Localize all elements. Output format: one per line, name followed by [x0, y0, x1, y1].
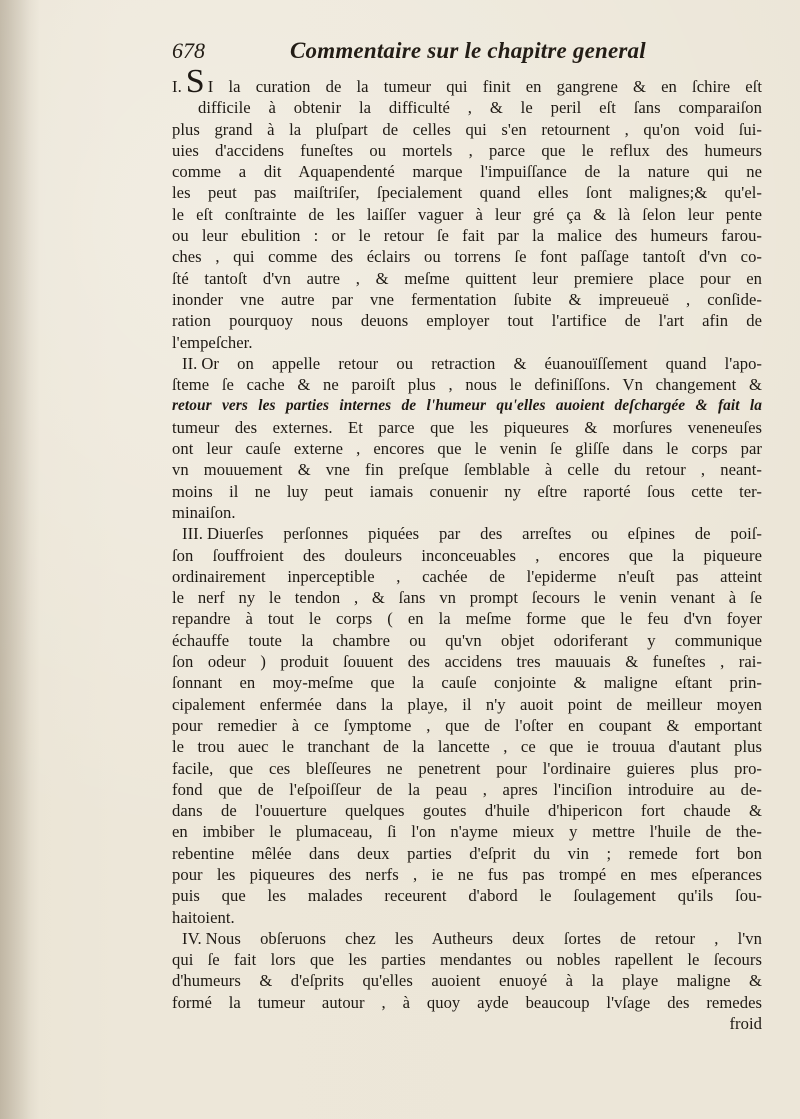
paragraph-number: III. [182, 524, 203, 544]
paragraph-2-line-4: tumeur des externes. Et parce que les piqueures & morſures veneneuſes [172, 417, 762, 437]
paragraph-1-line-9: ches , qui comme des éclairs ou torrens ſe font paſſage tantoſt d'vn co- [172, 247, 762, 267]
page-header [172, 38, 762, 72]
paragraph-1-line-2: difficile à obtenir la difficulté , & le peril eſt ſans comparaiſon [198, 98, 762, 118]
paragraph-3-line-5: repandre à tout le corps ( en la meſme forme que le feu d'vn foyer [172, 609, 762, 629]
paragraph-1-line-10: ſté tantoſt d'vn autre , & meſme quittent leur premiere place pour en [172, 268, 762, 288]
paragraph-3-line-19: haitoient. [172, 907, 235, 927]
paragraph-4 [172, 928, 762, 1013]
paragraph-3 [172, 523, 762, 928]
paragraph-3-line-3: ordinairement inperceptible , cachée de l'epiderme n'euſt pas atteint [172, 566, 762, 586]
paragraph-1-line-4: uies d'accidens funeſtes ou mortels , parce que le reflux des humeurs [172, 140, 762, 160]
paragraph-3-line-4: le nerf ny le tendon , & ſans vn prompt ſecours le venin venant à ſe [172, 588, 762, 608]
gutter-shadow [0, 0, 40, 1119]
paragraph-3-line-18: puis que les malades receurent d'abord le ſoulagement qu'ils ſou- [172, 886, 762, 906]
body-text [172, 63, 762, 1034]
paragraph-3-line-2: ſon ſouffroient des douleurs inconceuables , encores que la piqueure [172, 545, 762, 565]
paragraph-number: IV. [182, 928, 202, 948]
paragraph-3-line-11: le trou auec le tranchant de la lancette , ce que ie trouua d'autant plus [172, 737, 762, 757]
paragraph-2-line-6: vn mouuement & vne fin preſque ſemblable à celle du retour , neant- [172, 460, 762, 480]
paragraph-3-line-7: ſon odeur ) produit ſouuent des accidens tres mauuais & funeſtes , rai- [172, 652, 762, 672]
paragraph-1-line-6: les peut pas maiſtriſer, ſpecialement quand elles ſont malignes;& qu'el- [172, 183, 762, 203]
paragraph-2-line-7: moins il ne luy peut iamais conuenir ny eſtre raporté ſous cette ter- [172, 481, 762, 501]
paragraph-2-line-2: ſteme ſe cache & ne paroiſt plus , nous le definiſſons. Vn changement & [172, 375, 762, 395]
running-head: Commentaire sur le chapitre general [290, 38, 646, 63]
paragraph-3-line-17: pour les piqueures des nerfs , ie ne fus pas trompé en mes eſperances [172, 864, 762, 884]
paragraph-1-line-13: l'empeſcher. [172, 332, 253, 352]
paragraph-3-line-6: échauffe toute la chambre ou qu'vn objet odoriferant y communique [172, 630, 762, 650]
paragraph-1-line-11: inonder vne autre par vne fermentation ſubite & impreueuë , conſide- [172, 289, 762, 309]
paragraph-number: II. [182, 353, 198, 373]
paragraph-3-line-16: rebentine mêlée dans deux parties d'eſprit du vin ; remede fort bon [172, 843, 762, 863]
paragraph-1-line-7: le eſt conſtrainte de les laiſſer vaguer à leur gré ça & là ſelon leur pente [172, 204, 762, 224]
paragraph-1-line-12: ration pourquoy nous deuons employer tout l'artifice de l'art afin de [172, 311, 762, 331]
drop-cap: S [185, 63, 205, 100]
paragraph-2-line-1: II. Or on appelle retour ou retraction & éuanouïſſement quand l'apo- [182, 353, 762, 373]
paragraph-4-line-4: formé la tumeur autour , à quoy ayde beaucoup l'vſage des remedes [172, 992, 762, 1012]
paragraph-3-line-1: III. Diuerſes perſonnes piquées par des arreſtes ou eſpines de poiſ- [182, 524, 762, 544]
paragraph-3-line-15: en imbiber le plumaceau, ſi l'on n'ayme mieux y mettre l'huile de the- [172, 822, 762, 842]
paragraph-3-line-8: ſonnant en moy-meſme que la cauſe conjointe & maligne eſtant prin- [172, 673, 762, 693]
paragraph-1-line-3: plus grand à la pluſpart de celles qui s'en retournent , qu'on void ſui- [172, 119, 762, 139]
paragraph-3-line-14: dans de l'ouuerture quelques goutes d'huile d'hipericon fort chaude & [172, 801, 762, 821]
page-number: 678 [172, 38, 205, 63]
paragraph-1 [172, 63, 762, 353]
paragraph-1-line-1: I. S I la curation de la tumeur qui finit en gangrene & en ſchire eſt [172, 63, 762, 100]
paragraph-3-line-10: pour remedier à ce ſymptome , que de l'oſter en coupant & emportant [172, 715, 762, 735]
paragraph-1-line-8: ou leur ebulition : or le retour ſe fait par la malice des humeurs farou- [172, 226, 762, 246]
paragraph-4-line-1: IV. Nous obſeruons chez les Autheurs deux ſortes de retour , l'vn [182, 928, 762, 948]
paragraph-3-line-13: fond que de l'eſpoiſſeur de la peau , apres l'inciſion introduire au de- [172, 779, 762, 799]
paragraph-2 [172, 353, 762, 523]
paragraph-1-line-5: comme a dit Aquapendenté marque l'impuiſſance de la nature qui ne [172, 162, 762, 182]
paragraph-3-line-9: cipalement enfermée dans la playe, il n'y auoit point de meilleur moyen [172, 694, 762, 714]
paragraph-3-line-12: facile, que ces bleſſeures ne penetrent pour l'ordinaire guieres plus pro- [172, 758, 762, 778]
paragraph-2-line-8: minaiſon. [172, 502, 236, 522]
paragraph-number: I. [172, 77, 182, 96]
paragraph-2-line-5: ont leur cauſe externe , encores que le venin ſe gliſſe dans le corps par [172, 439, 762, 459]
catchword: froid [729, 1014, 762, 1034]
paragraph-4-line-3: d'humeurs & d'eſprits qu'elles auoient enuoyé à la playe maligne & [172, 971, 762, 991]
paragraph-2-line-3: retour vers les parties internes de l'humeur qu'elles auoient deſchargée & fait la [172, 397, 762, 415]
paragraph-4-line-2: qui ſe fait lors que les parties mendantes ou nobles rapellent le ſecours [172, 950, 762, 970]
